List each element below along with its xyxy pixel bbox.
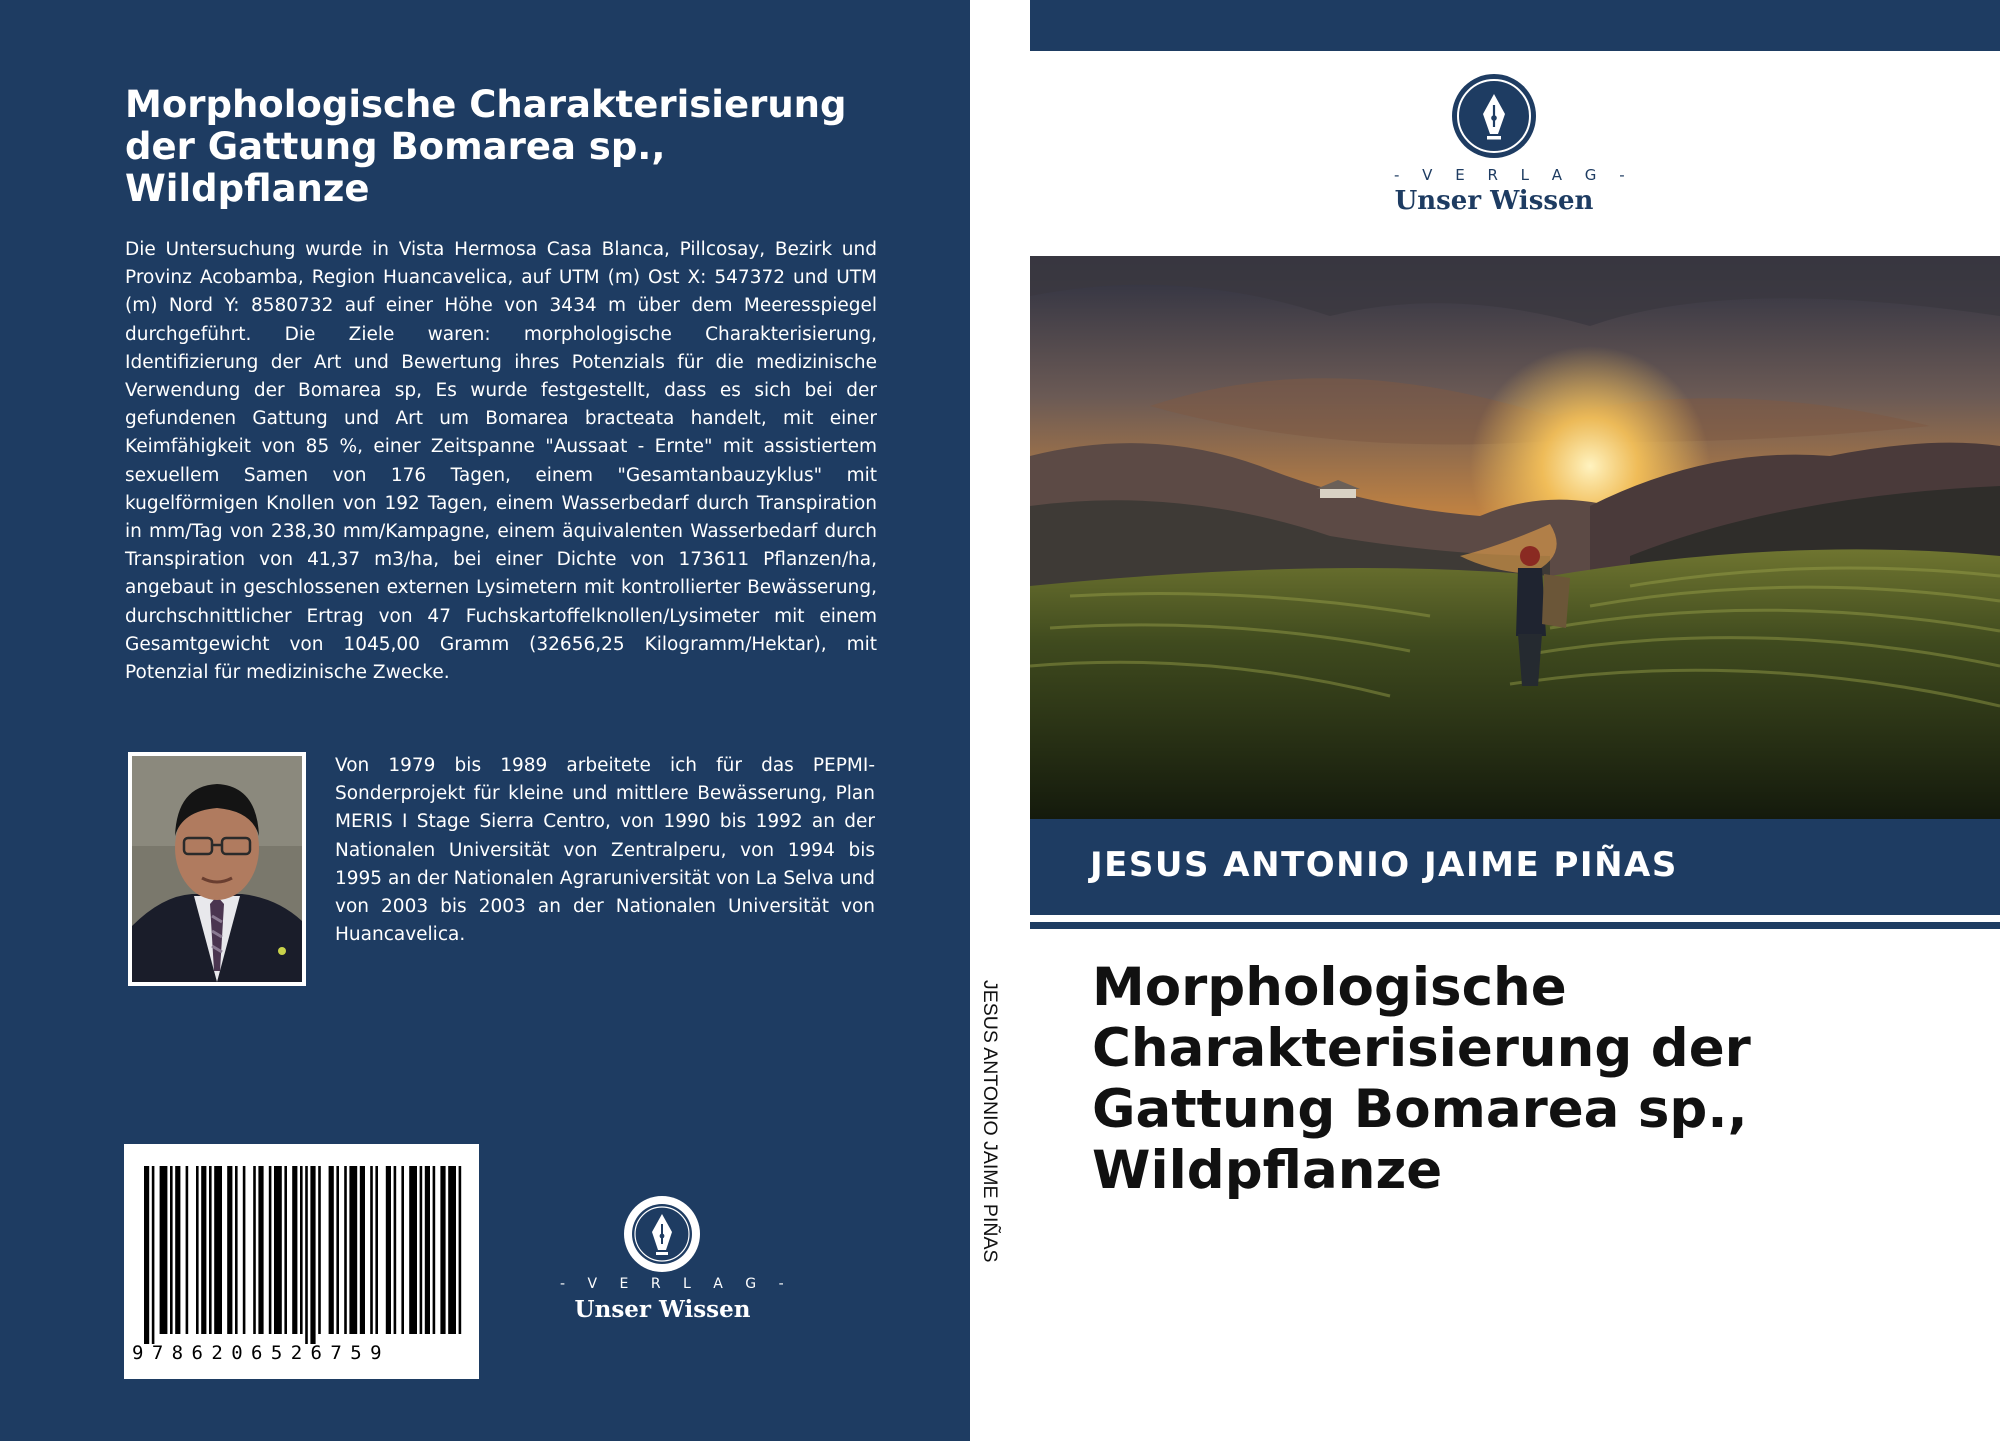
- barcode-bar: [401, 1166, 404, 1334]
- author-band: [1030, 819, 2000, 915]
- spine-author: JESUS ANTONIO JAIME PIÑAS: [979, 980, 1001, 1263]
- back-publisher-logo: [560, 1190, 793, 1323]
- barcode-bar: [196, 1166, 199, 1334]
- front-publisher-logo: [1394, 70, 1634, 220]
- barcode-bar: [284, 1166, 287, 1334]
- barcode-bar: [269, 1166, 272, 1334]
- isbn-barcode: [124, 1144, 479, 1379]
- barcode-bar: [209, 1166, 212, 1334]
- barcode-bar: [253, 1166, 256, 1334]
- barcode-bar: [386, 1166, 391, 1334]
- barcode-bar: [336, 1166, 339, 1334]
- barcode-bar: [186, 1166, 189, 1334]
- barcode-bar: [360, 1166, 365, 1334]
- back-cover-abstract: Die Untersuchung wurde in Vista Hermosa Casa Blanca, Pillcosay, Bezirk und Provinz Acobamba, Region Huancavelica, auf UTM (m) Ost X: 547372 und UTM (m) Nord Y: 8580732 auf einer Höhe von 3434 m über dem Meeresspiegel durchgeführt. Die Ziele waren: morphologische Charakterisierung, Identifizierung der Art und Bewertung ihres Potenzials für die medizinische Verwendung der Bomarea sp, Es wurde festgestellt, dass es sich bei der gefundenen Gattung und Art um Bomarea bracteata handelt, mit einer Keimfähigkeit von 85 %, einer Zeitspanne "Aussaat - Ernte" mit assistiertem sexuellem Samen von 176 Tagen, einem "Gesamtanbauzyklus" mit kugelförmigen Knollen von 192 Tagen, einem Wasserbedarf durch Transpiration in mm/Tag von 238,30 mm/Kampagne, einem äquivalenten Wasserbedarf durch Transpiration von 41,37 m3/ha, bei einer Dichte von 173611 Pflanzen/ha, angebaut in geschlossenen externen Lysimetern mit kontrollierter Bewässerung, durchschnittlicher Ertrag von 47 Fuchskartoffelknollen/Lysimeter mit einem Gesamtgewicht von 1045,00 Gramm (32656,25 Kilogramm/Hektar), mit Potenzial für medizinische Zwecke.: [125, 239, 877, 684]
- barcode-bar: [227, 1166, 232, 1334]
- barcode-bar: [274, 1166, 282, 1334]
- barcode-bar: [425, 1166, 430, 1334]
- pen-nib-logo-icon: [1450, 72, 1538, 160]
- barcode-bar: [370, 1166, 373, 1334]
- back-cover: [0, 0, 970, 1441]
- cover-landscape-image: [1030, 256, 2000, 819]
- barcode-bar: [175, 1166, 180, 1334]
- barcode-bar: [214, 1166, 222, 1334]
- front-author-name: JESUS ANTONIO JAIME PIÑAS: [1090, 845, 1678, 885]
- barcode-bar: [243, 1166, 246, 1334]
- back-cover-title: Morphologische Charakterisierung der Gattung Bomarea sp., Wildpflanze: [125, 83, 847, 210]
- front-cover-title: Morphologische Charakterisierung der Gattung Bomarea sp., Wildpflanze: [1092, 957, 1751, 1201]
- barcode-bar: [318, 1166, 321, 1334]
- barcode-bar: [344, 1166, 347, 1334]
- barcode-bar: [448, 1166, 456, 1334]
- barcode-bar: [292, 1166, 297, 1334]
- front-verlag-label: - V E R L A G -: [1394, 166, 1634, 184]
- back-verlag-label: - V E R L A G -: [560, 1276, 793, 1292]
- author-portrait-image: [132, 756, 302, 982]
- barcode-bar: [144, 1166, 149, 1344]
- barcode-bar: [375, 1166, 378, 1334]
- front-cover: [1030, 0, 2000, 1441]
- barcode-bar: [300, 1166, 303, 1334]
- barcode-bar: [305, 1166, 308, 1344]
- sunset-rice-terrace-photo: [1030, 256, 2000, 819]
- barcode-bar: [459, 1166, 462, 1334]
- author-biography: Von 1979 bis 1989 arbeitete ich für das PEPMI-Sonderprojekt für kleine und mittlere Bewässerung, Plan MERIS I Stage Sierra Centro, von 1990 bis 1992 an der Nationalen Universität von Zentralperu, von 1994 bis 1995 an der Nationalen Agraruniversität von La Selva und von 2003 bis 2003 an der Nationalen Universität von Huancavelica.: [335, 755, 875, 946]
- barcode-bar: [201, 1166, 206, 1334]
- author-band-rule: [1030, 922, 2000, 929]
- barcode-bar: [409, 1166, 417, 1334]
- barcode-bar: [170, 1166, 173, 1334]
- isbn-digits: 9786206526759: [132, 1342, 390, 1364]
- barcode-bar: [349, 1166, 357, 1334]
- barcode-bars: [124, 1144, 479, 1344]
- barcode-bar: [440, 1166, 445, 1334]
- barcode-bar: [152, 1166, 155, 1344]
- barcode-bar: [329, 1166, 334, 1334]
- barcode-bar: [420, 1166, 423, 1334]
- barcode-bar: [310, 1166, 315, 1344]
- barcode-bar: [258, 1166, 263, 1334]
- back-publisher-name: Unser Wissen: [574, 1296, 751, 1323]
- barcode-bar: [235, 1166, 238, 1334]
- barcode-bar: [160, 1166, 168, 1334]
- front-publisher-name: Unser Wissen: [1394, 186, 1594, 216]
- author-photo: [128, 752, 306, 986]
- front-top-bar: [1030, 0, 2000, 51]
- pen-nib-logo-icon: [622, 1194, 702, 1274]
- barcode-bar: [394, 1166, 397, 1334]
- barcode-bar: [433, 1166, 436, 1334]
